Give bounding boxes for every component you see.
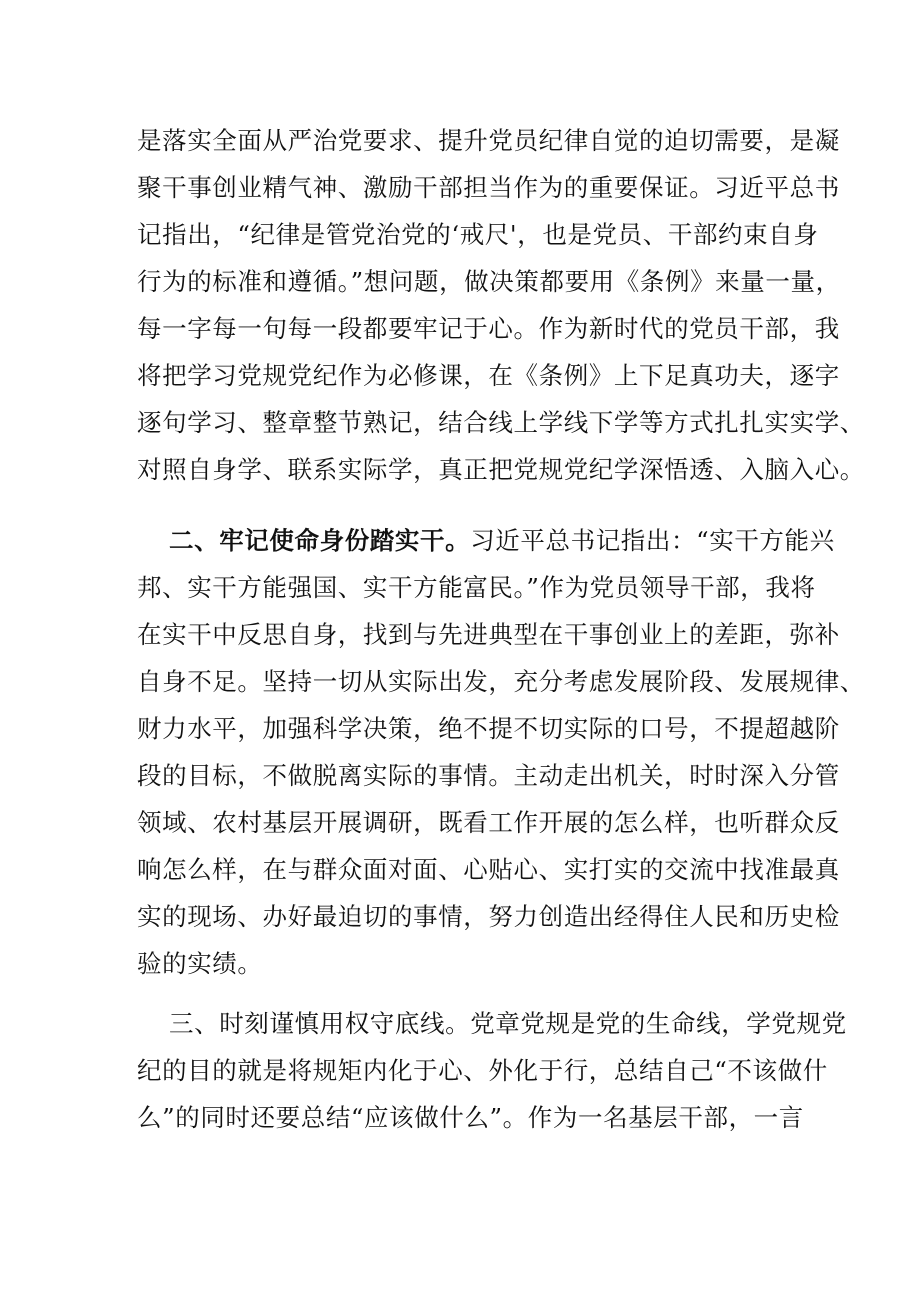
text-line: 记指出，“纪律是管党治党的‘戒尺'，也是党员、干部约束自身 <box>137 220 819 249</box>
text-line-first <box>137 517 835 564</box>
text-line: 对照自身学、联系实际学，真正把党规党纪学深悟透、入脑入心。 <box>137 455 865 484</box>
paragraph-mission <box>137 517 865 987</box>
text-line: 领域、农村基层开展调研，既看工作开展的怎么样，也听群众反 <box>137 808 840 837</box>
text-line: 验的实绩。 <box>137 949 263 978</box>
text-line: 将把学习党规党纪作为必修课，在《条例》上下足真功夫，逐字 <box>137 361 840 390</box>
text-line: 财力水平，加强科学决策，绝不提不切实际的口号，不提超越阶 <box>137 714 840 743</box>
text-line-first: 三、时刻谨慎用权守底线。党章党规是党的生命线，学党规党 <box>169 1009 847 1038</box>
text-line: 每一字每一句每一段都要牢记于心。作为新时代的党员干部，我 <box>137 314 840 343</box>
text-line: 实的现场、办好最迫切的事情，努力创造出经得住人民和历史检 <box>137 902 840 931</box>
paragraph-power <box>137 1000 847 1141</box>
paragraph-discipline <box>137 117 865 493</box>
text-line: 是落实全面从严治党要求、提升党员纪律自觉的迫切需要，是凝 <box>137 126 840 155</box>
text-line: 行为的标准和遵循。”想问题，做决策都要用《条例》来量一量， <box>137 267 841 296</box>
text-line: 么”的同时还要总结“应该做什么”。作为一名基层干部，一言 <box>137 1103 804 1132</box>
text-line: 在实干中反思自身，找到与先进典型在干事创业上的差距，弥补 <box>137 620 840 649</box>
text-line: 段的目标，不做脱离实际的事情。主动走出机关，时时深入分管 <box>137 761 840 790</box>
text-line: 响怎么样，在与群众面对面、心贴心、实打实的交流中找准最真 <box>137 855 840 884</box>
text-line: 自身不足。坚持一切从实际出发，充分考虑发展阶段、发展规律、 <box>137 667 865 696</box>
text-line: 纪的目的就是将规矩内化于心、外化于行，总结自己“不该做什 <box>137 1056 828 1085</box>
text-line: 邦、实干方能强国、实干方能富民。”作为党员领导干部，我将 <box>137 573 816 602</box>
text-line: 聚干事创业精气神、激励干部担当作为的重要保证。习近平总书 <box>137 173 840 202</box>
text-run: 习近平总书记指出：“实干方能兴 <box>470 526 835 555</box>
text-line: 逐句学习、整章整节熟记，结合线上学线下学等方式扎扎实实学、 <box>137 408 865 437</box>
section-heading: 二、牢记使命身份踏实干。 <box>169 526 471 555</box>
